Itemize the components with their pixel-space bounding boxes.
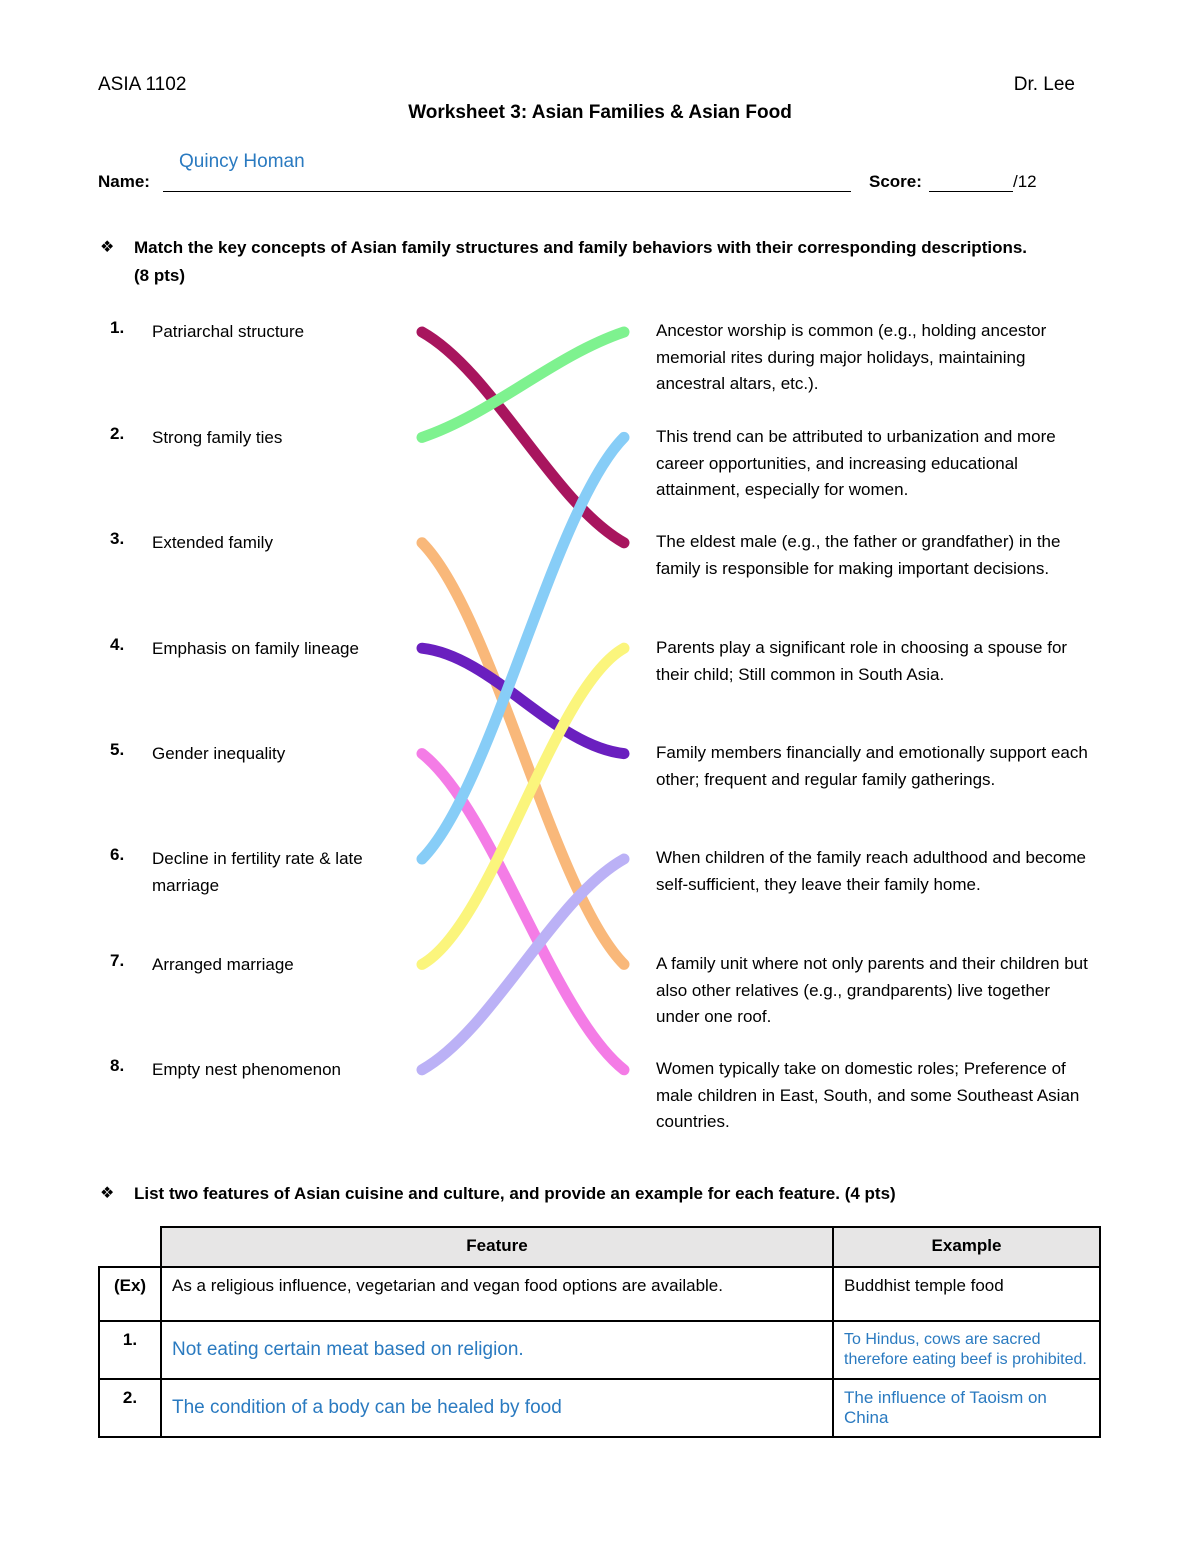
match-stroke: [422, 648, 624, 753]
term-dot[interactable]: [419, 540, 425, 546]
term-dot[interactable]: [419, 1067, 425, 1073]
table-corner: [99, 1227, 161, 1267]
description-item: The eldest male (e.g., the father or grandfather) in the family is responsible for making important decisions.: [656, 532, 1061, 578]
description-dot[interactable]: [621, 435, 627, 441]
cuisine-table: [98, 1226, 1101, 1438]
cuisine-instruction-text: List two features of Asian cuisine and culture, and provide an example for each feature. (4 pts): [134, 1184, 896, 1203]
feature-cell: As a religious influence, vegetarian and vegan food options are available.: [161, 1267, 833, 1321]
matching-instruction-text: Match the key concepts of Asian family structures and family behaviors with their corresponding descriptions. (8 pts): [134, 238, 1028, 285]
description-dot[interactable]: [621, 962, 627, 968]
description-item: Ancestor worship is common (e.g., holding ancestor memorial rites during major holidays, maintaining ancestral altars, etc.).: [656, 321, 1047, 393]
table-header-row: [99, 1227, 1100, 1267]
term-dot[interactable]: [419, 856, 425, 862]
term-item: Empty nest phenomenon: [152, 1060, 342, 1079]
name-field-line[interactable]: [163, 191, 851, 192]
description-dot[interactable]: [621, 646, 627, 652]
table-row: [99, 1267, 1100, 1321]
term-number: 8.: [110, 1056, 125, 1075]
table-row: [99, 1379, 1100, 1437]
term-dot[interactable]: [419, 329, 425, 335]
term-dot[interactable]: [419, 751, 425, 757]
description-dot[interactable]: [621, 540, 627, 546]
match-stroke: [422, 543, 624, 965]
term-item: Emphasis on family lineage: [152, 639, 359, 658]
column-header-example: Example: [833, 1227, 1100, 1267]
table-row: [99, 1321, 1100, 1379]
course-code: ASIA 1102: [98, 74, 187, 95]
example-cell[interactable]: To Hindus, cows are sacred therefore eating beef is prohibited.: [833, 1321, 1100, 1379]
term-number: 2.: [110, 424, 125, 443]
description-item: Women typically take on domestic roles; Preference of male children in East, South, and some Southeast Asian countries.: [656, 1059, 1080, 1131]
term-number: 7.: [110, 951, 125, 970]
description-dot[interactable]: [621, 856, 627, 862]
instructor-name: Dr. Lee: [1013, 74, 1075, 95]
score-total: /12: [1013, 172, 1037, 191]
match-stroke: [422, 859, 624, 1070]
term-item: Patriarchal structure: [152, 322, 305, 341]
diamond-bullet-icon: ❖: [100, 239, 115, 256]
feature-cell[interactable]: The condition of a body can be healed by food: [161, 1379, 833, 1437]
name-label: Name:: [98, 172, 150, 191]
description-item: A family unit where not only parents and their children but also other relatives (e.g., grandparents) live together under one roof.: [656, 954, 1088, 1026]
term-number: 3.: [110, 529, 125, 548]
term-dot[interactable]: [419, 962, 425, 968]
row-label: (Ex): [99, 1267, 161, 1321]
term-number: 5.: [110, 740, 125, 759]
description-dot[interactable]: [621, 751, 627, 757]
term-number: 4.: [110, 635, 125, 654]
term-item: Gender inequality: [152, 744, 286, 763]
description-item: This trend can be attributed to urbanization and more career opportunities, and increasing educational attainment, especially for women.: [656, 427, 1056, 499]
term-dot[interactable]: [419, 435, 425, 441]
description-item: When children of the family reach adulthood and become self-sufficient, they leave their family home.: [656, 848, 1086, 894]
match-stroke: [422, 332, 624, 437]
match-stroke: [422, 437, 624, 859]
description-item: Parents play a significant role in choosing a spouse for their child; Still common in South Asia.: [656, 638, 1068, 684]
description-dot[interactable]: [621, 1067, 627, 1073]
row-label: 1.: [99, 1321, 161, 1379]
match-stroke: [422, 754, 624, 1070]
example-cell: Buddhist temple food: [833, 1267, 1100, 1321]
description-dot[interactable]: [621, 329, 627, 335]
term-number: 6.: [110, 845, 125, 864]
example-cell[interactable]: The influence of Taoism on China: [833, 1379, 1100, 1437]
description-item: Family members financially and emotionally support each other; frequent and regular family gatherings.: [656, 743, 1088, 789]
match-stroke: [422, 332, 624, 543]
name-field-value[interactable]: Quincy Homan: [179, 151, 305, 172]
score-label: Score:: [869, 172, 922, 191]
worksheet-title: Worksheet 3: Asian Families & Asian Food: [408, 102, 792, 123]
term-item: Arranged marriage: [152, 955, 294, 974]
match-stroke: [422, 648, 624, 964]
row-label: 2.: [99, 1379, 161, 1437]
score-field-line[interactable]: [929, 191, 1013, 192]
diamond-bullet-icon: ❖: [100, 1185, 115, 1202]
column-header-feature: Feature: [161, 1227, 833, 1267]
term-dot[interactable]: [419, 646, 425, 652]
term-number: 1.: [110, 318, 125, 337]
term-item: Strong family ties: [152, 428, 283, 447]
term-item: Decline in fertility rate & late marriage: [152, 849, 363, 895]
term-item: Extended family: [152, 533, 273, 552]
feature-cell[interactable]: Not eating certain meat based on religion.: [161, 1321, 833, 1379]
